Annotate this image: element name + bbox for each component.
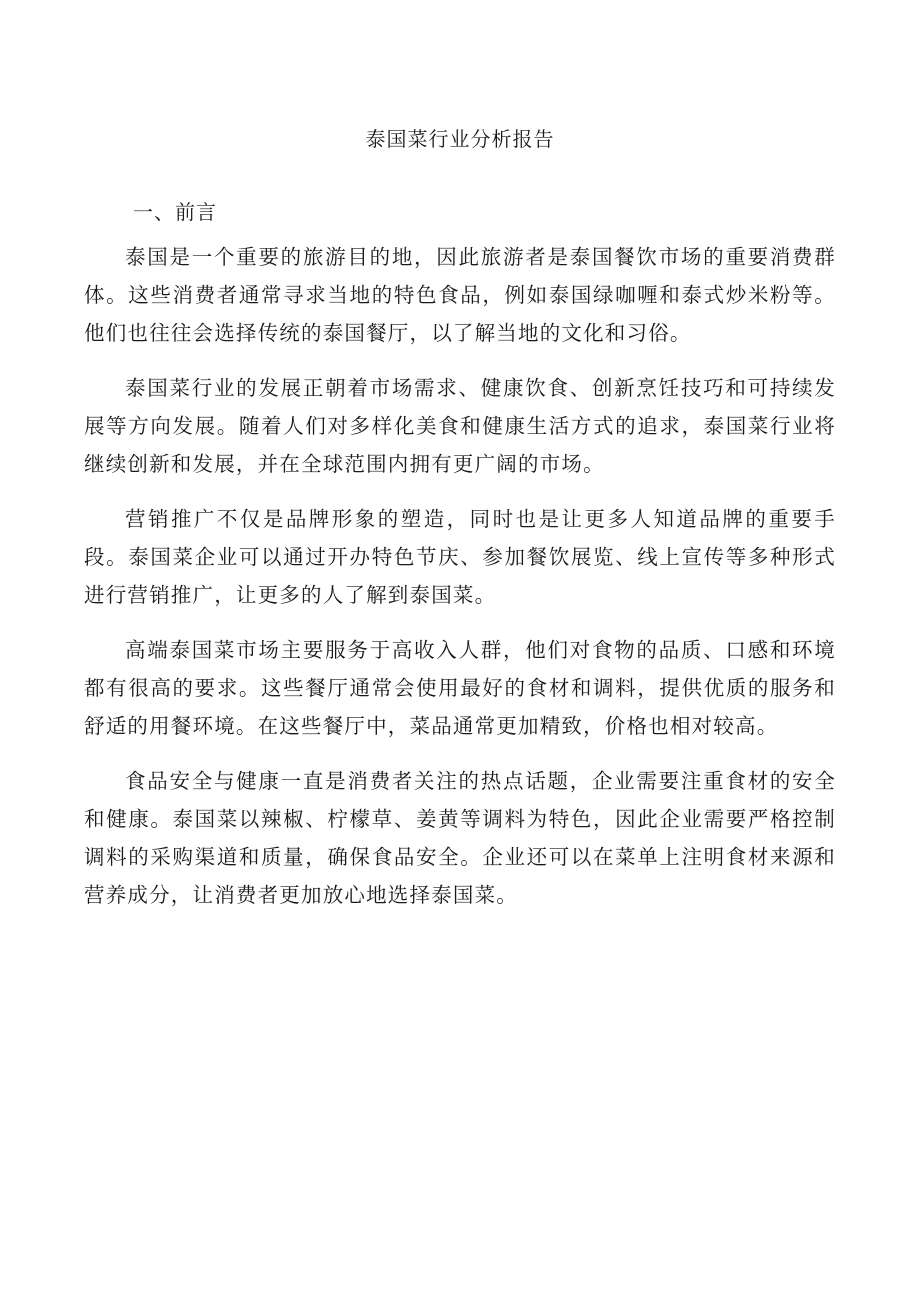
document-title: 泰国菜行业分析报告: [365, 127, 555, 151]
paragraph-3: 营销推广不仅是品牌形象的塑造，同时也是让更多人知道品牌的重要手段。泰国菜企业可以通过开办特色节庆、参加餐饮展览、线上宣传等多种形式进行营销推广，让更多的人了解到泰国菜。: [84, 507, 836, 607]
document-body: [84, 238, 836, 931]
paragraph-1: 泰国是一个重要的旅游目的地，因此旅游者是泰国餐饮市场的重要消费群体。这些消费者通常寻求当地的特色食品，例如泰国绿咖喱和泰式炒米粉等。他们也往往会选择传统的泰国餐厅，以了解当地的文化和习俗。: [84, 245, 836, 345]
section-heading: 一、前言: [133, 200, 217, 224]
paragraph-5: 食品安全与健康一直是消费者关注的热点话题，企业需要注重食材的安全和健康。泰国菜以辣椒、柠檬草、姜黄等调料为特色，因此企业需要严格控制调料的采购渠道和质量，确保食品安全。企业还可以在菜单上注明食材来源和营养成分，让消费者更加放心地选择泰国菜。: [84, 769, 836, 907]
paragraph-2: 泰国菜行业的发展正朝着市场需求、健康饮食、创新烹饪技巧和可持续发展等方向发展。随着人们对多样化美食和健康生活方式的追求，泰国菜行业将继续创新和发展，并在全球范围内拥有更广阔的市场。: [84, 376, 836, 476]
paragraph-4: 高端泰国菜市场主要服务于高收入人群，他们对食物的品质、口感和环境都有很高的要求。这些餐厅通常会使用最好的食材和调料，提供优质的服务和舒适的用餐环境。在这些餐厅中，菜品通常更加精致，价格也相对较高。: [84, 638, 836, 738]
